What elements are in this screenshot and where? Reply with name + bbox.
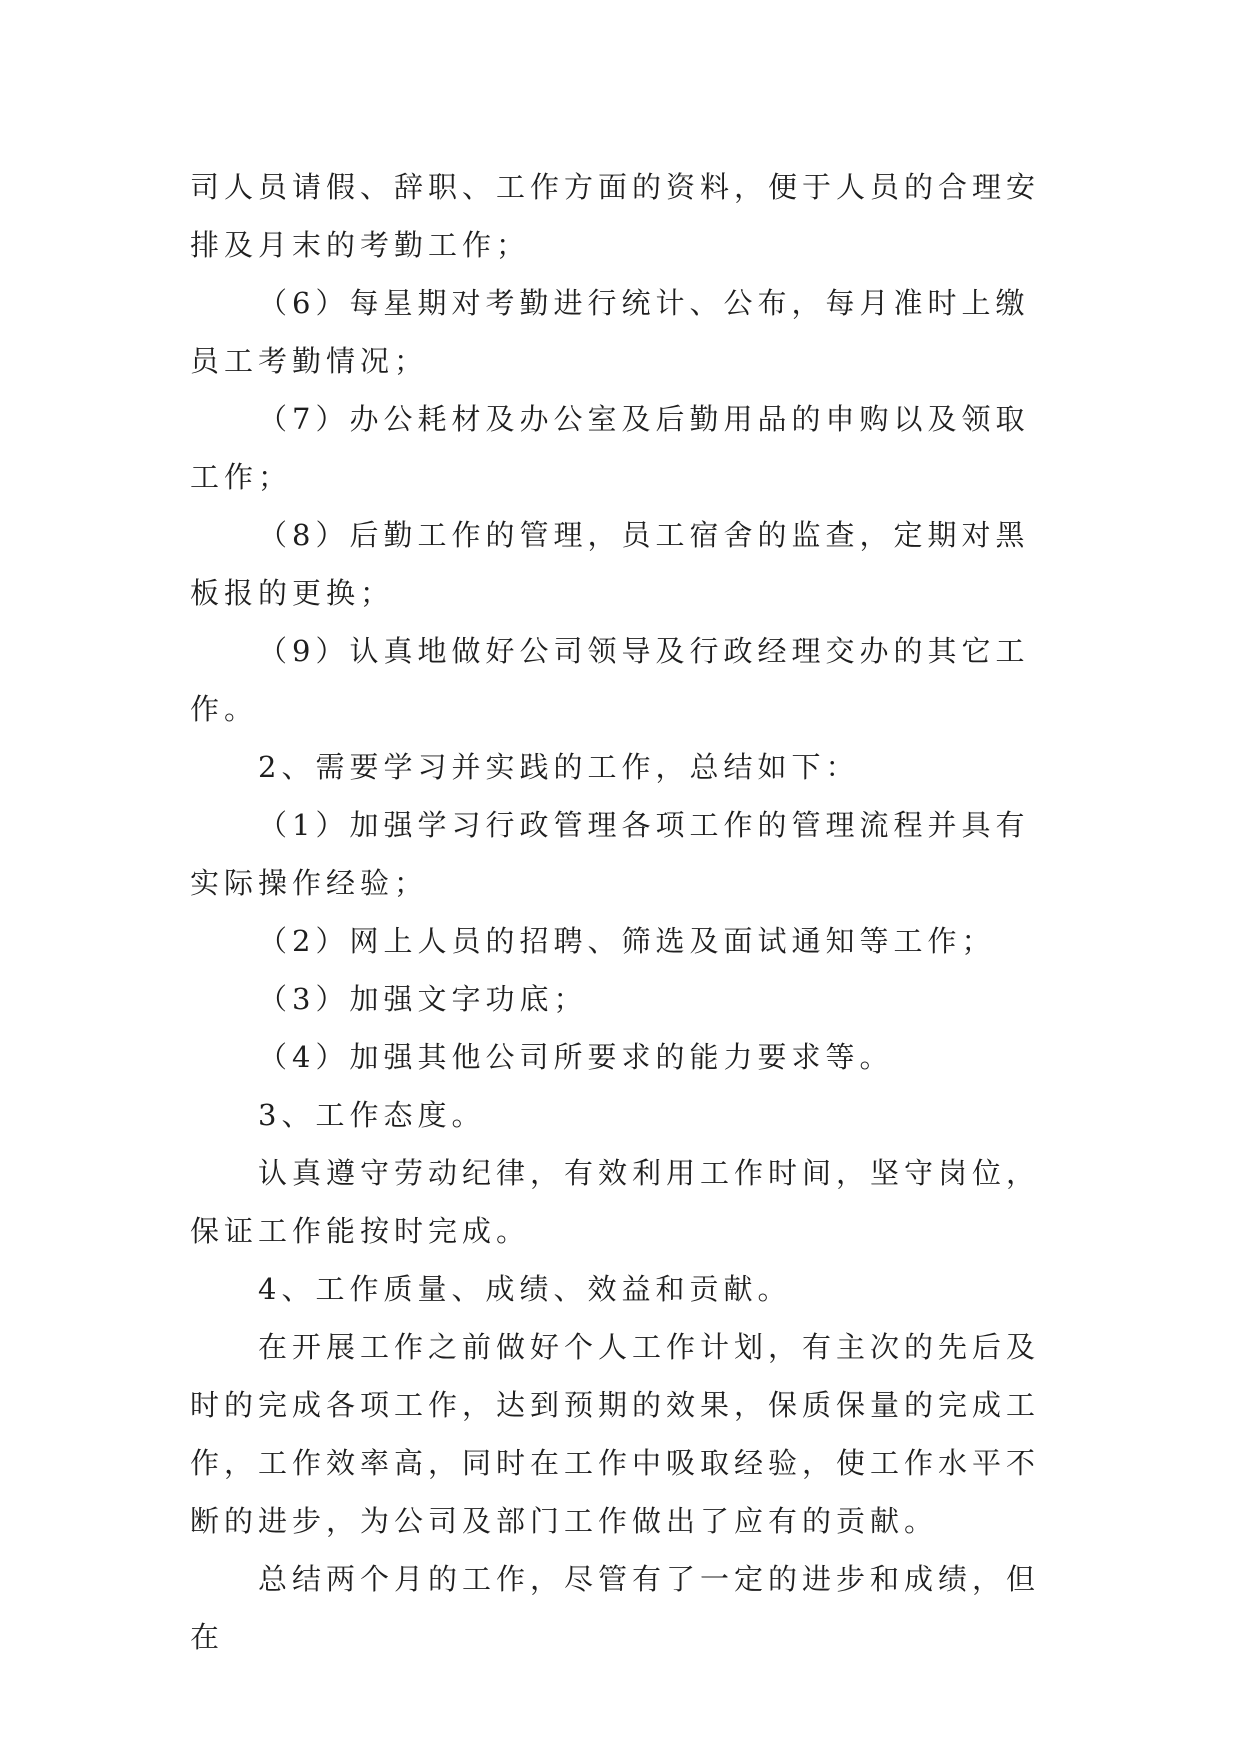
section-heading-3: 3、工作态度。 bbox=[258, 1098, 486, 1132]
section-heading-2: 2、需要学习并实践的工作，总结如下： bbox=[258, 750, 860, 784]
paragraph-learn-3: （3）加强文字功底； bbox=[258, 982, 588, 1016]
paragraph-attitude: 认真遵守劳动纪律，有效利用工作时间，坚守岗位，保证工作能按时完成。 bbox=[190, 1156, 1041, 1248]
paragraph-item-7: （7）办公耗材及办公室及后勤用品的申购以及领取工作； bbox=[190, 402, 1030, 494]
paragraph-quality: 在开展工作之前做好个人工作计划，有主次的先后及时的完成各项工作，达到预期的效果，保质保量的完成工作，工作效率高，同时在工作中吸取经验，使工作水平不断的进步，为公司及部门工作做出了应有的贡献。 bbox=[190, 1330, 1041, 1538]
paragraph-item-9: （9）认真地做好公司领导及行政经理交办的其它工作。 bbox=[190, 634, 1030, 726]
paragraph-item-6: （6）每星期对考勤进行统计、公布，每月准时上缴员工考勤情况； bbox=[190, 286, 1030, 378]
paragraph-continuation: 司人员请假、辞职、工作方面的资料，便于人员的合理安排及月末的考勤工作； bbox=[190, 170, 1041, 262]
document-body bbox=[190, 158, 1060, 1666]
paragraph-learn-2: （2）网上人员的招聘、筛选及面试通知等工作； bbox=[258, 924, 996, 958]
paragraph-summary: 总结两个月的工作，尽管有了一定的进步和成绩，但在 bbox=[190, 1562, 1041, 1654]
paragraph-learn-4: （4）加强其他公司所要求的能力要求等。 bbox=[258, 1040, 894, 1074]
section-heading-4: 4、工作质量、成绩、效益和贡献。 bbox=[258, 1272, 792, 1306]
paragraph-item-8: （8）后勤工作的管理，员工宿舍的监查，定期对黑板报的更换； bbox=[190, 518, 1030, 610]
paragraph-learn-1: （1）加强学习行政管理各项工作的管理流程并具有实际操作经验； bbox=[190, 808, 1030, 900]
